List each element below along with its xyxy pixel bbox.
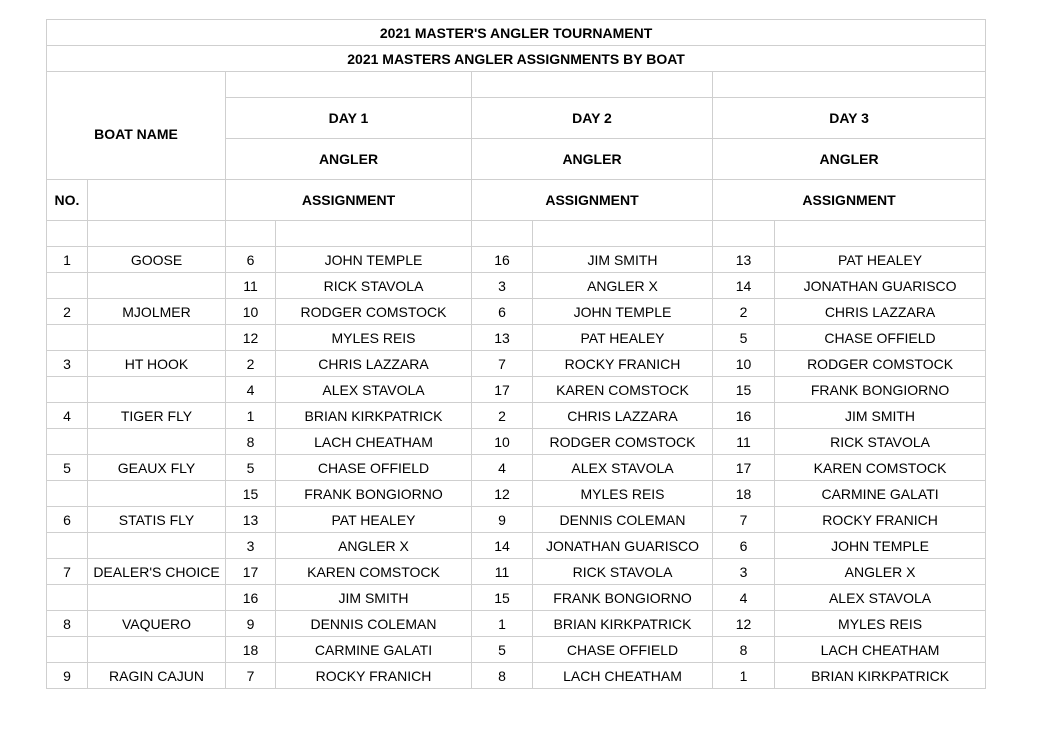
day2-angler-name: PAT HEALEY <box>533 325 713 351</box>
day3-spacer <box>713 72 986 98</box>
day3-angler-name: ANGLER X <box>775 559 986 585</box>
table-row <box>47 585 986 611</box>
day1-header: DAY 1 <box>226 98 472 139</box>
day2-angler-name: RODGER COMSTOCK <box>533 429 713 455</box>
day2-angler-name: JOHN TEMPLE <box>533 299 713 325</box>
table-row <box>47 299 986 325</box>
day3-angler-name: RODGER COMSTOCK <box>775 351 986 377</box>
day3-angler-name: CHRIS LAZZARA <box>775 299 986 325</box>
day2-angler-number: 4 <box>472 455 533 481</box>
day3-angler-name: FRANK BONGIORNO <box>775 377 986 403</box>
day1-angler-name: RODGER COMSTOCK <box>276 299 472 325</box>
table-row <box>47 377 986 403</box>
day2-angler-name: ALEX STAVOLA <box>533 455 713 481</box>
day3-angler-name: JOHN TEMPLE <box>775 533 986 559</box>
day1-angler-number: 12 <box>226 325 276 351</box>
boat-number <box>47 377 88 403</box>
day2-angler-name: CHRIS LAZZARA <box>533 403 713 429</box>
boat-name-header: BOAT NAME <box>47 126 226 167</box>
boat-name: STATIS FLY <box>88 507 226 533</box>
day2-angler-number: 11 <box>472 559 533 585</box>
day2-angler-header: ANGLER <box>472 139 713 180</box>
table-row <box>47 351 986 377</box>
day2-angler-name: BRIAN KIRKPATRICK <box>533 611 713 637</box>
day1-angler-name: BRIAN KIRKPATRICK <box>276 403 472 429</box>
day3-angler-number: 5 <box>713 325 775 351</box>
day3-angler-name: ALEX STAVOLA <box>775 585 986 611</box>
day1-angler-number: 18 <box>226 637 276 663</box>
spacer-cell <box>775 221 986 247</box>
day1-angler-number: 10 <box>226 299 276 325</box>
day3-angler-number: 10 <box>713 351 775 377</box>
day3-assignment-header: ASSIGNMENT <box>713 180 986 221</box>
day1-angler-number: 15 <box>226 481 276 507</box>
day2-angler-name: MYLES REIS <box>533 481 713 507</box>
boat-number: 9 <box>47 663 88 689</box>
boat-name: HT HOOK <box>88 351 226 377</box>
day1-angler-number: 4 <box>226 377 276 403</box>
day3-angler-number: 11 <box>713 429 775 455</box>
day3-angler-name: BRIAN KIRKPATRICK <box>775 663 986 689</box>
day2-angler-number: 6 <box>472 299 533 325</box>
day2-angler-name: CHASE OFFIELD <box>533 637 713 663</box>
boat-number <box>47 533 88 559</box>
boat-number: 6 <box>47 507 88 533</box>
day3-angler-number: 7 <box>713 507 775 533</box>
day3-angler-number: 4 <box>713 585 775 611</box>
day2-angler-number: 5 <box>472 637 533 663</box>
day1-assignment-header: ASSIGNMENT <box>226 180 472 221</box>
day1-angler-number: 6 <box>226 247 276 273</box>
boat-name: TIGER FLY <box>88 403 226 429</box>
angler-assignments-table <box>46 19 986 689</box>
day1-angler-number: 16 <box>226 585 276 611</box>
boat-number: 2 <box>47 299 88 325</box>
boat-name <box>88 429 226 455</box>
day3-angler-number: 14 <box>713 273 775 299</box>
boat-name: VAQUERO <box>88 611 226 637</box>
table-row <box>47 273 986 299</box>
day3-angler-number: 6 <box>713 533 775 559</box>
spacer-cell <box>276 221 472 247</box>
day2-angler-name: KAREN COMSTOCK <box>533 377 713 403</box>
table-row <box>47 247 986 273</box>
day2-angler-name: RICK STAVOLA <box>533 559 713 585</box>
day2-spacer <box>472 72 713 98</box>
day2-angler-number: 13 <box>472 325 533 351</box>
day3-angler-number: 18 <box>713 481 775 507</box>
day3-angler-header: ANGLER <box>713 139 986 180</box>
boat-number: 5 <box>47 455 88 481</box>
boat-name <box>88 585 226 611</box>
boat-number <box>47 325 88 351</box>
boat-number: 4 <box>47 403 88 429</box>
day2-angler-name: LACH CHEATHAM <box>533 663 713 689</box>
table-row <box>47 663 986 689</box>
day1-angler-number: 2 <box>226 351 276 377</box>
document-title: 2021 MASTER'S ANGLER TOURNAMENT <box>47 20 986 46</box>
day2-angler-name: JONATHAN GUARISCO <box>533 533 713 559</box>
day1-angler-number: 13 <box>226 507 276 533</box>
day1-angler-name: JIM SMITH <box>276 585 472 611</box>
boat-name <box>88 377 226 403</box>
day2-angler-name: DENNIS COLEMAN <box>533 507 713 533</box>
day3-angler-name: JIM SMITH <box>775 403 986 429</box>
table-row <box>47 325 986 351</box>
day2-angler-number: 17 <box>472 377 533 403</box>
table-row <box>47 637 986 663</box>
boat-header-blank <box>88 180 226 221</box>
boat-name: RAGIN CAJUN <box>88 663 226 689</box>
day2-angler-number: 2 <box>472 403 533 429</box>
table-row <box>47 481 986 507</box>
boat-name <box>88 481 226 507</box>
day2-angler-number: 3 <box>472 273 533 299</box>
day3-angler-number: 12 <box>713 611 775 637</box>
spacer-cell <box>533 221 713 247</box>
boat-number: 1 <box>47 247 88 273</box>
boat-name: DEALER'S CHOICE <box>88 559 226 585</box>
table-row <box>47 611 986 637</box>
day2-angler-number: 16 <box>472 247 533 273</box>
spacer-cell <box>47 221 88 247</box>
day3-angler-name: KAREN COMSTOCK <box>775 455 986 481</box>
day1-spacer <box>226 72 472 98</box>
day2-angler-number: 15 <box>472 585 533 611</box>
day1-angler-name: PAT HEALEY <box>276 507 472 533</box>
day1-angler-name: LACH CHEATHAM <box>276 429 472 455</box>
day1-angler-number: 11 <box>226 273 276 299</box>
day1-angler-number: 17 <box>226 559 276 585</box>
spacer-cell <box>226 221 276 247</box>
day3-angler-number: 13 <box>713 247 775 273</box>
day1-angler-name: JOHN TEMPLE <box>276 247 472 273</box>
boat-number <box>47 637 88 663</box>
day1-angler-name: RICK STAVOLA <box>276 273 472 299</box>
day2-angler-number: 10 <box>472 429 533 455</box>
table-row <box>47 403 986 429</box>
day1-angler-name: DENNIS COLEMAN <box>276 611 472 637</box>
day3-angler-name: ROCKY FRANICH <box>775 507 986 533</box>
table-row <box>47 559 986 585</box>
day3-angler-number: 15 <box>713 377 775 403</box>
day3-angler-name: CHASE OFFIELD <box>775 325 986 351</box>
day3-angler-number: 3 <box>713 559 775 585</box>
boat-name <box>88 637 226 663</box>
day1-angler-name: MYLES REIS <box>276 325 472 351</box>
day2-assignment-header: ASSIGNMENT <box>472 180 713 221</box>
day3-angler-name: JONATHAN GUARISCO <box>775 273 986 299</box>
day3-angler-number: 1 <box>713 663 775 689</box>
day1-angler-name: ANGLER X <box>276 533 472 559</box>
day3-angler-number: 2 <box>713 299 775 325</box>
day2-angler-name: ANGLER X <box>533 273 713 299</box>
day2-angler-name: JIM SMITH <box>533 247 713 273</box>
boat-number: 8 <box>47 611 88 637</box>
day3-angler-name: RICK STAVOLA <box>775 429 986 455</box>
day1-angler-header: ANGLER <box>226 139 472 180</box>
day3-angler-number: 16 <box>713 403 775 429</box>
boat-name: GEAUX FLY <box>88 455 226 481</box>
boat-name: MJOLMER <box>88 299 226 325</box>
table-row <box>47 507 986 533</box>
spacer-cell <box>713 221 775 247</box>
table-row <box>47 533 986 559</box>
day1-angler-number: 1 <box>226 403 276 429</box>
day1-angler-name: KAREN COMSTOCK <box>276 559 472 585</box>
day1-angler-name: CHASE OFFIELD <box>276 455 472 481</box>
boat-number <box>47 273 88 299</box>
boat-number <box>47 429 88 455</box>
boat-name <box>88 273 226 299</box>
boat-number <box>47 585 88 611</box>
table-row <box>47 429 986 455</box>
day3-angler-number: 17 <box>713 455 775 481</box>
no-header: NO. <box>47 180 88 221</box>
day2-angler-number: 1 <box>472 611 533 637</box>
day3-angler-name: LACH CHEATHAM <box>775 637 986 663</box>
day2-angler-number: 8 <box>472 663 533 689</box>
day3-angler-number: 8 <box>713 637 775 663</box>
boat-number <box>47 481 88 507</box>
day2-angler-number: 7 <box>472 351 533 377</box>
day3-angler-name: PAT HEALEY <box>775 247 986 273</box>
day1-angler-number: 9 <box>226 611 276 637</box>
boat-name <box>88 325 226 351</box>
day3-angler-name: CARMINE GALATI <box>775 481 986 507</box>
document-subtitle: 2021 MASTERS ANGLER ASSIGNMENTS BY BOAT <box>47 46 986 72</box>
boat-number: 3 <box>47 351 88 377</box>
spacer-cell <box>88 221 226 247</box>
day2-header: DAY 2 <box>472 98 713 139</box>
spacer-cell <box>472 221 533 247</box>
boat-name: GOOSE <box>88 247 226 273</box>
day2-angler-number: 12 <box>472 481 533 507</box>
day1-angler-name: ALEX STAVOLA <box>276 377 472 403</box>
day1-angler-name: ROCKY FRANICH <box>276 663 472 689</box>
day3-header: DAY 3 <box>713 98 986 139</box>
day2-angler-name: ROCKY FRANICH <box>533 351 713 377</box>
boat-number: 7 <box>47 559 88 585</box>
day1-angler-number: 5 <box>226 455 276 481</box>
table-row <box>47 455 986 481</box>
day3-angler-name: MYLES REIS <box>775 611 986 637</box>
day1-angler-name: CHRIS LAZZARA <box>276 351 472 377</box>
day1-angler-name: CARMINE GALATI <box>276 637 472 663</box>
day2-angler-number: 9 <box>472 507 533 533</box>
boat-name <box>88 533 226 559</box>
day2-angler-number: 14 <box>472 533 533 559</box>
day2-angler-name: FRANK BONGIORNO <box>533 585 713 611</box>
day1-angler-number: 7 <box>226 663 276 689</box>
day1-angler-name: FRANK BONGIORNO <box>276 481 472 507</box>
day1-angler-number: 3 <box>226 533 276 559</box>
day1-angler-number: 8 <box>226 429 276 455</box>
